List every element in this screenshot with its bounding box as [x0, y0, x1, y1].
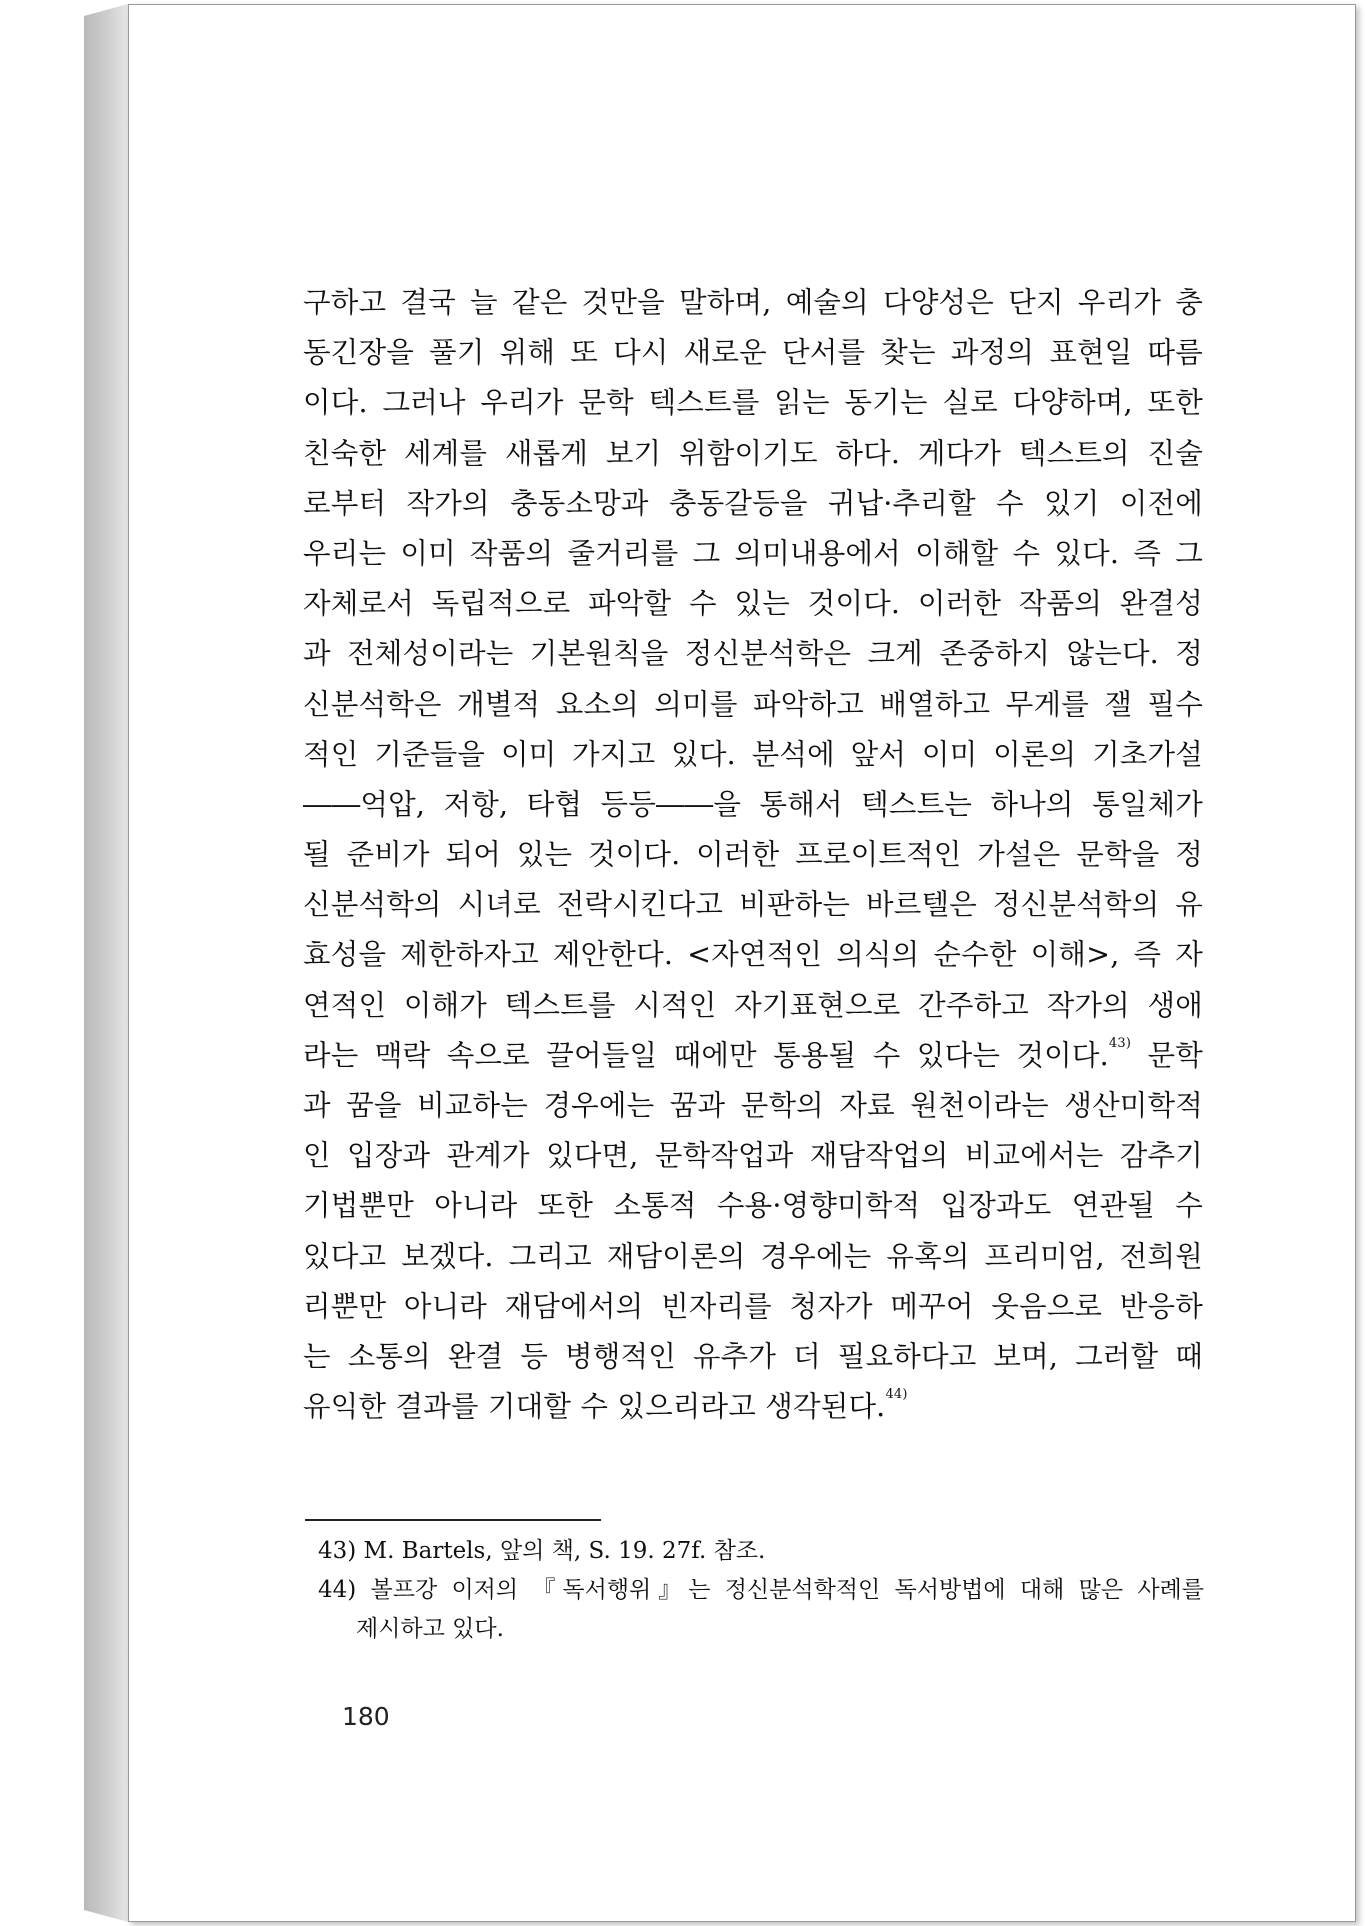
text-line: 기법뿐만 아니라 또한 소통적 수용·영향미학적 입장과도 연관될 수: [303, 1189, 1203, 1223]
text-line: 신분석학의 시녀로 전락시킨다고 비판하는 바르텔은 정신분석학의 유: [303, 888, 1203, 922]
footnote-44-continued: 제시하고 있다.: [356, 1616, 504, 1642]
text-line-with-footnote-43: [303, 1031, 1203, 1081]
text-line: 신분석학은 개별적 요소의 의미를 파악하고 배열하고 무게를 잴 필수: [303, 687, 1203, 721]
text-line: 동긴장을 풀기 위해 또 다시 새로운 단서를 찾는 과정의 표현일 따름: [303, 336, 1203, 370]
text-segment: 라는 맥락 속으로 끌어들일 때에만 통용될 수 있다는 것이다.: [303, 1038, 1109, 1072]
footnotes: [318, 1532, 1204, 1649]
text-line-with-footnote-44: [303, 1382, 1203, 1432]
footnote-43: 43) M. Bartels, 앞의 책, S. 19. 27f. 참조.: [318, 1538, 766, 1564]
text-line: 과 꿈을 비교하는 경우에는 꿈과 문학의 자료 원천이라는 생산미학적: [303, 1089, 1203, 1122]
footnote-ref-43[interactable]: 43): [1108, 1035, 1132, 1051]
text-line: 친숙한 세계를 새롭게 보기 위함이기도 하다. 게다가 텍스트의 진술: [303, 436, 1203, 470]
text-line: 효성을 제한하자고 제안한다. <자연적인 의식의 순수한 이해>, 즉 자: [303, 938, 1203, 972]
footnote-ref-44[interactable]: 44): [885, 1387, 908, 1403]
text-line: 이다. 그러나 우리가 문학 텍스트를 읽는 동기는 실로 다양하며, 또한: [303, 386, 1203, 420]
footnote-separator: [305, 1519, 601, 1521]
text-line: 는 소통의 완결 등 병행적인 유추가 더 필요하다고 보며, 그러할 때: [303, 1339, 1203, 1373]
body-text: [303, 278, 1203, 1432]
text-line: 있다고 보겠다. 그리고 재담이론의 경우에는 유혹의 프리미엄, 전희원: [303, 1239, 1203, 1273]
text-segment: 문학: [1147, 1038, 1203, 1072]
text-line: 우리는 이미 작품의 줄거리를 그 의미내용에서 이해할 수 있다. 즉 그: [303, 536, 1203, 570]
text-line: ――억압, 저항, 타협 등등――을 통해서 텍스트는 하나의 통일체가: [303, 787, 1203, 821]
page-number: 180: [342, 1702, 390, 1731]
footnote-44: 44) 볼프강 이저의 『독서행위』는 정신분석학적인 독서방법에 대해 많은 사례를: [318, 1577, 1204, 1603]
text-line: 적인 기준들을 이미 가지고 있다. 분석에 앞서 이미 이론의 기초가설: [303, 737, 1203, 771]
text-line: 될 준비가 되어 있는 것이다. 이러한 프로이트적인 가설은 문학을 정: [303, 838, 1203, 872]
text-line: 로부터 작가의 충동소망과 충동갈등을 귀납·추리할 수 있기 이전에: [303, 486, 1203, 520]
text-line: 자체로서 독립적으로 파악할 수 있는 것이다. 이러한 작품의 완결성: [303, 587, 1203, 621]
text-line: 리뿐만 아니라 재담에서의 빈자리를 청자가 메꾸어 웃음으로 반응하: [303, 1289, 1203, 1323]
text-line: 구하고 결국 늘 같은 것만을 말하며, 예술의 다양성은 단지 우리가 충: [303, 286, 1203, 319]
text-line: 과 전체성이라는 기본원칙을 정신분석학은 크게 존중하지 않는다. 정: [303, 637, 1203, 671]
text-line: 연적인 이해가 텍스트를 시적인 자기표현으로 간주하고 작가의 생애: [303, 988, 1203, 1022]
book-spine-edge: [84, 4, 128, 1922]
text-line: 인 입장과 관계가 있다면, 문학작업과 재담작업의 비교에서는 감추기: [303, 1139, 1203, 1173]
text-segment: 유익한 결과를 기대할 수 있으리라고 생각된다.: [303, 1390, 886, 1424]
